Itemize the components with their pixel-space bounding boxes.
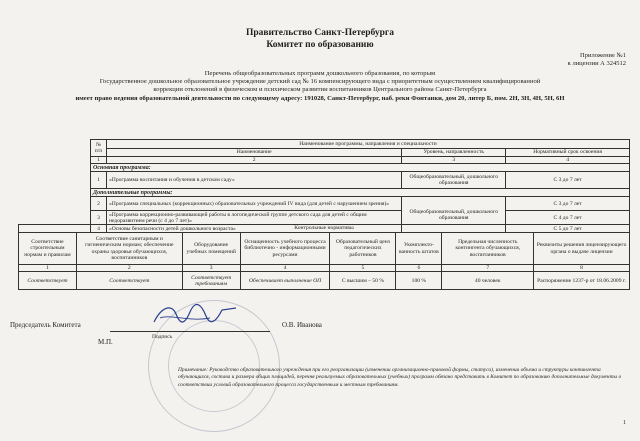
row-no: 2 — [91, 197, 107, 211]
row-no: 4 — [91, 225, 107, 233]
seal-mark: М.П. — [98, 338, 113, 346]
norms-header: Соответствие санитарным и гигиеническим нормам; обеспечение охраны здоровья обучающихся, воспитанников — [76, 233, 182, 265]
norms-value: Обеспечивает выполнение ОП — [240, 272, 330, 290]
table-row — [91, 172, 630, 189]
norms-value: Соответствует требованиям — [182, 272, 240, 290]
col-num: 8 — [534, 265, 630, 272]
annex-label — [568, 52, 626, 68]
program-level: Общеобразовательный, дошкольного образования — [402, 197, 506, 233]
table-row — [91, 197, 630, 211]
program-name: «Программа коррекционно-развивающей работы в логопедической группе детского сада для детей с общим недоразвитием речи (с 4 до 7 лет)» — [106, 211, 401, 225]
intro-line-4: имеет право ведения образовательной деятельности по следующему адресу: 191028, Санкт-Петербург, наб. реки Фонтанки, дом 20, литер Б, пом. 2Н, 3Н, 4Н, 5Н, 6Н — [75, 94, 565, 102]
note-text: Руководство образовательного учреждения при его реорганизации (изменении организационно-правовой формы, статуса), изменении объема и структуры контингента обучающихся, состава и размера общих площадей, перечня реализуемых образовательных (учебных) программ обязано представить в Комитет по образованию дополнительные документы о соответствии условий образовательного процесса государственным и местным требованиям. — [178, 367, 622, 388]
programs-table — [90, 139, 630, 233]
norms-value: С высшим – 50 % — [330, 272, 396, 290]
intro-text — [12, 70, 628, 103]
norms-table — [18, 224, 630, 290]
programs-group-header: Наименование программы, направления и специальности — [106, 140, 629, 149]
norms-header: Соответствие строительным нормам и правилам — [19, 233, 77, 265]
col-term-header: Нормативный срок освоения — [506, 149, 630, 157]
section-extra-label: Дополнительные программы: — [91, 189, 630, 197]
col-no-header: № п/п — [91, 140, 107, 157]
intro-line-3: коррекции отклонений в физическом и психическом развитии воспитанников Центрального района Санкт-Петербурга — [153, 86, 487, 94]
handwritten-signature — [150, 300, 240, 332]
page-number: 1 — [623, 420, 626, 426]
col-num: 5 — [330, 265, 396, 272]
norms-value: Распоряжение 1237-р от 18.06.2009 г. — [534, 272, 630, 290]
col-num: 2 — [106, 157, 401, 164]
program-term: С 3 до 7 лет — [506, 172, 630, 189]
col-level-header: Уровень, направленность — [402, 149, 506, 157]
col-num: 6 — [396, 265, 442, 272]
program-name: «Основы безопасности детей дошкольного возраста» — [106, 225, 401, 233]
norms-header: Предельная численность контингента обучающихся, воспитанников — [442, 233, 534, 265]
row-no: 3 — [91, 211, 107, 225]
col-num: 1 — [91, 157, 107, 164]
program-term: С 4 до 7 лет — [506, 211, 630, 225]
norms-header: Образовательный ценз педагогических работников — [330, 233, 396, 265]
program-level: Общеобразовательный, дошкольного образования — [402, 172, 506, 189]
government-title: Правительство Санкт-Петербурга — [246, 28, 394, 38]
norms-header: Оснащенность учебного процесса библиотечно - информационными ресурсами — [240, 233, 330, 265]
official-seal-inner-ring — [168, 320, 260, 412]
col-num: 3 — [402, 157, 506, 164]
program-term: С 3 до 7 лет — [506, 197, 630, 211]
norms-value: 100 % — [396, 272, 442, 290]
norms-header: Укомплекто-ванность штатов — [396, 233, 442, 265]
table-row — [91, 211, 630, 225]
norms-header: Реквизиты решения лицензирующего органа о выдаче лицензии — [534, 233, 630, 265]
annex-line-2: к лицензии А 324512 — [567, 60, 626, 67]
intro-line-2: Государственное дошкольное образовательное учреждение детский сад № 16 компенсирующего вида с приоритетным осуществлением квалифицированной — [99, 78, 541, 86]
signatory-name: О.В. Иванова — [282, 321, 322, 329]
col-num: 4 — [506, 157, 630, 164]
row-no: 1 — [91, 172, 107, 189]
note-block — [178, 367, 623, 389]
program-name: «Программа специальных (коррекционных) образовательных учреждений IV вида (для детей с нарушением зрения)» — [106, 197, 401, 211]
norms-header: Оборудование учебных помещений — [182, 233, 240, 265]
committee-title: Комитет по образованию — [266, 40, 374, 50]
col-num: 3 — [182, 265, 240, 272]
program-term: С 5 до 7 лет — [506, 225, 630, 233]
intro-line-1: Перечень общеобразовательных программ дошкольного образования, по которым — [204, 70, 436, 77]
norms-value: Соответствует — [19, 272, 77, 290]
col-num: 4 — [240, 265, 330, 272]
signature-line — [110, 331, 270, 332]
col-num: 1 — [19, 265, 77, 272]
norms-value: 40 человек — [442, 272, 534, 290]
col-num: 2 — [76, 265, 182, 272]
program-name: «Программа воспитания и обучения в детском саду» — [106, 172, 401, 189]
col-num: 7 — [442, 265, 534, 272]
table-row — [19, 272, 630, 290]
annex-line-1: Приложение №1 — [580, 52, 626, 59]
norms-group-header: Контрольные нормативы — [19, 225, 630, 233]
section-main-label: Основная программа: — [91, 164, 630, 172]
note-label: Примечание: — [178, 367, 208, 373]
norms-value: Соответствует — [76, 272, 182, 290]
signature-caption: Подпись — [152, 334, 173, 340]
col-name-header: Наименование — [106, 149, 401, 157]
signatory-position: Председатель Комитета — [10, 321, 81, 329]
